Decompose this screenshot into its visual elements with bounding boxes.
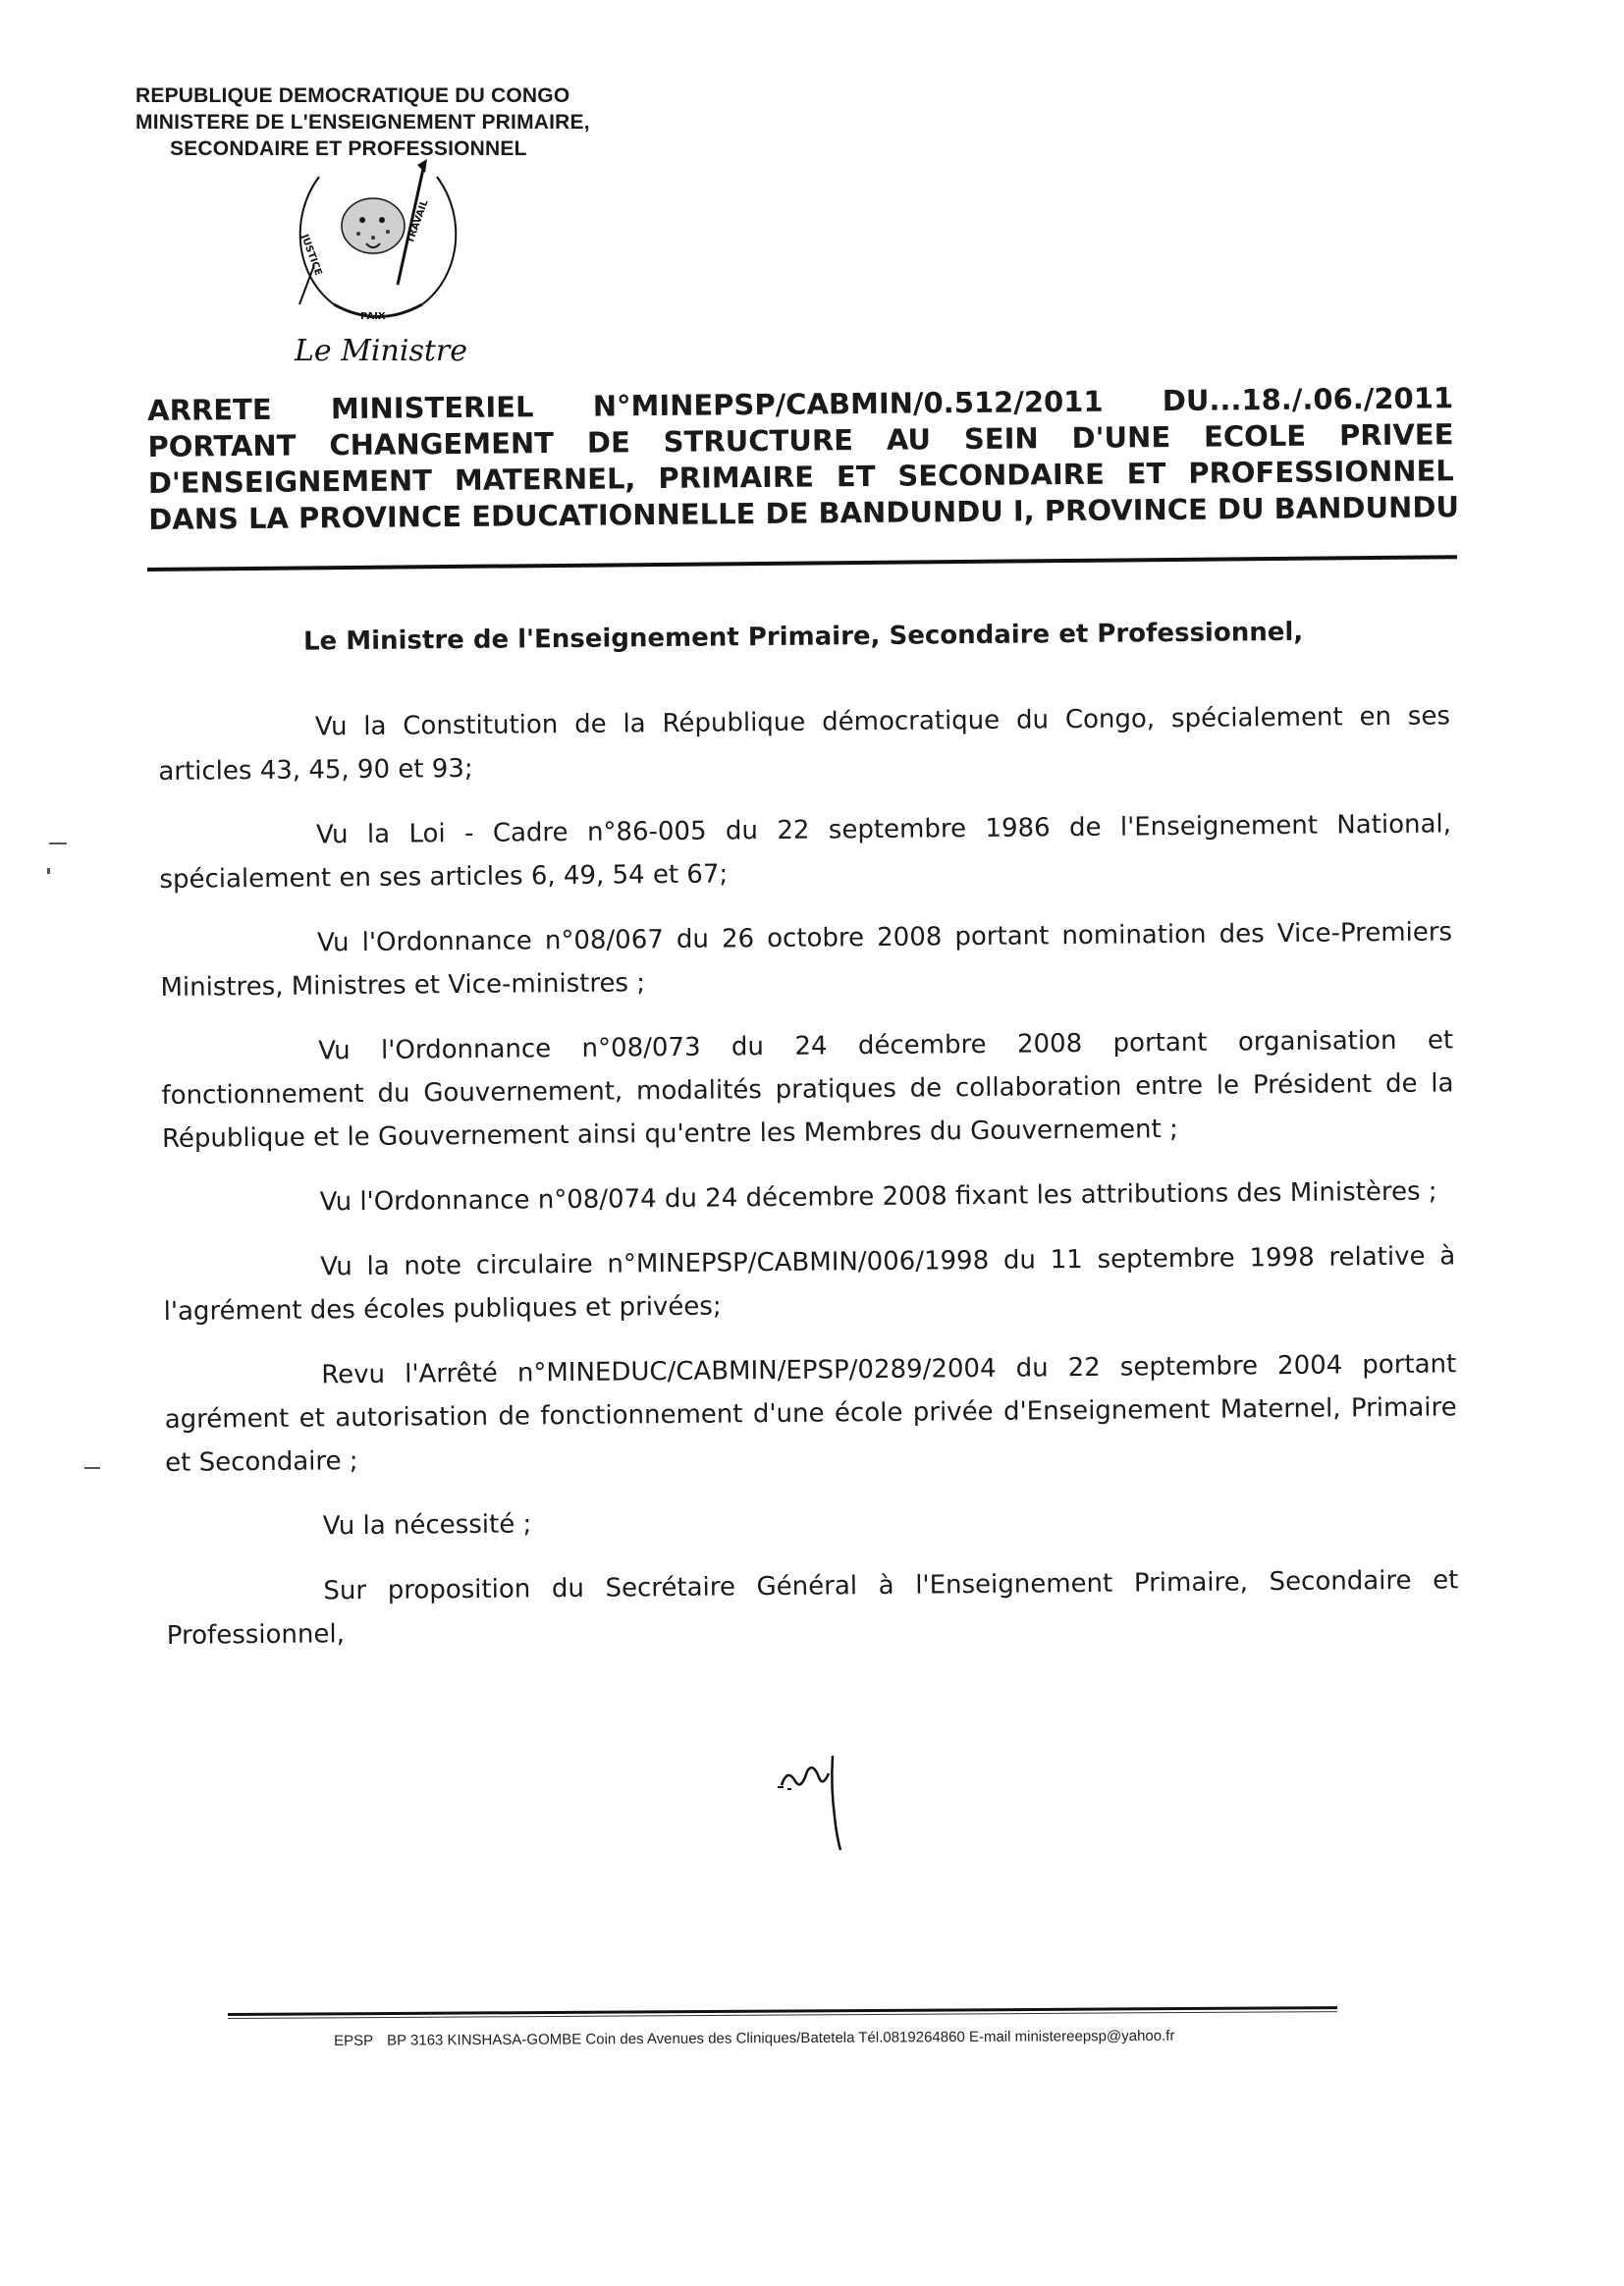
title-underline [147, 555, 1457, 572]
considerant-ordonnance-074: Vu l'Ordonnance n°08/074 du 24 décembre 2008 fixant les attributions des Ministères ; [319, 1176, 1437, 1218]
letterhead [135, 82, 685, 162]
footer-contact [334, 2026, 1414, 2049]
title-line-2: PORTANT CHANGEMENT DE STRUCTURE AU SEIN D'UNE ECOLE PRIVEE [147, 417, 1454, 463]
scan-speck [84, 1467, 100, 1469]
title-line-3: D'ENSEIGNEMENT MATERNEL, PRIMAIRE ET SECONDAIRE ET PROFESSIONNEL [147, 454, 1454, 500]
letterhead-ministry: MINISTERE DE L'ENSEIGNEMENT PRIMAIRE, [135, 111, 590, 134]
considerant-necessite: Vu la nécessité ; [322, 1509, 532, 1542]
emblem-motto-travail: TRAVAIL [405, 198, 431, 245]
footer-rule [228, 2006, 1337, 2019]
footer-address: BP 3163 KINSHASA-GOMBE Coin des Avenues des Cliniques/Batetela Tél.0819264860 E-mail ministereepsp@yahoo.fr [387, 2027, 1175, 2049]
letterhead-country: REPUBLIQUE DEMOCRATIQUE DU CONGO [135, 84, 570, 107]
considerant-ordonnance-073: Vu l'Ordonnance n°08/073 du 24 décembre 2008 portant organisation et fonctionnement du Gouvernement, modalités pratiques de collaboration entre le Président de la République et le Gouvernement ainsi qu'entre les Membres du Gouvernement ; [161, 1025, 1454, 1154]
minister-heading: Le Ministre de l'Enseignement Primaire, Secondaire et Professionnel, [302, 617, 1304, 657]
handwritten-initials-icon [774, 1748, 872, 1856]
title-line-1: ARRETE MINISTERIEL N°MINEPSP/CABMIN/0.512/2011 DU...18./.06./2011 [147, 381, 1454, 427]
scan-speck [47, 868, 50, 874]
considerant-proposition: Sur proposition du Secrétaire Général à l'Enseignement Primaire, Secondaire et Professionnel, [166, 1565, 1459, 1651]
considerant-constitution: Vu la Constitution de la République démocratique du Congo, spécialement en ses articles 43, 45, 90 et 93; [158, 701, 1451, 787]
signatory-title: Le Ministre [295, 334, 467, 368]
considerant-note-circulaire: Vu la note circulaire n°MINEPSP/CABMIN/006/1998 du 11 septembre 1998 relative à l'agrément des écoles publiques et privées; [163, 1241, 1456, 1327]
considerant-loi-cadre: Vu la Loi - Cadre n°86-005 du 22 septembre 1986 de l'Enseignement National, spécialement en ses articles 6, 49, 54 et 67; [159, 809, 1452, 895]
decree-body [157, 616, 1459, 1679]
emblem-motto-justice: JUSTICE [298, 233, 324, 278]
coat-of-arms-icon [280, 157, 476, 334]
emblem-motto-paix: PAIX [360, 311, 386, 322]
decree-title [147, 380, 1460, 538]
scan-speck [49, 843, 67, 844]
considerant-ordonnance-067: Vu l'Ordonnance n°08/067 du 26 octobre 2008 portant nomination des Vice-Premiers Ministres, Ministres et Vice-ministres ; [160, 917, 1453, 1003]
considerant-arrete-2004: Revu l'Arrêté n°MINEDUC/CABMIN/EPSP/0289/2004 du 22 septembre 2004 portant agrément et autorisation de fonctionnement d'une école privée d'Enseignement Maternel, Primaire et Secondaire ; [164, 1349, 1457, 1478]
letterhead-ministry-cont: SECONDAIRE ET PROFESSIONNEL [170, 137, 527, 160]
title-line-4: DANS LA PROVINCE EDUCATIONNELLE DE BANDUNDU I, PROVINCE DU BANDUNDU [148, 490, 1460, 536]
footer-org: EPSP [334, 2032, 374, 2049]
